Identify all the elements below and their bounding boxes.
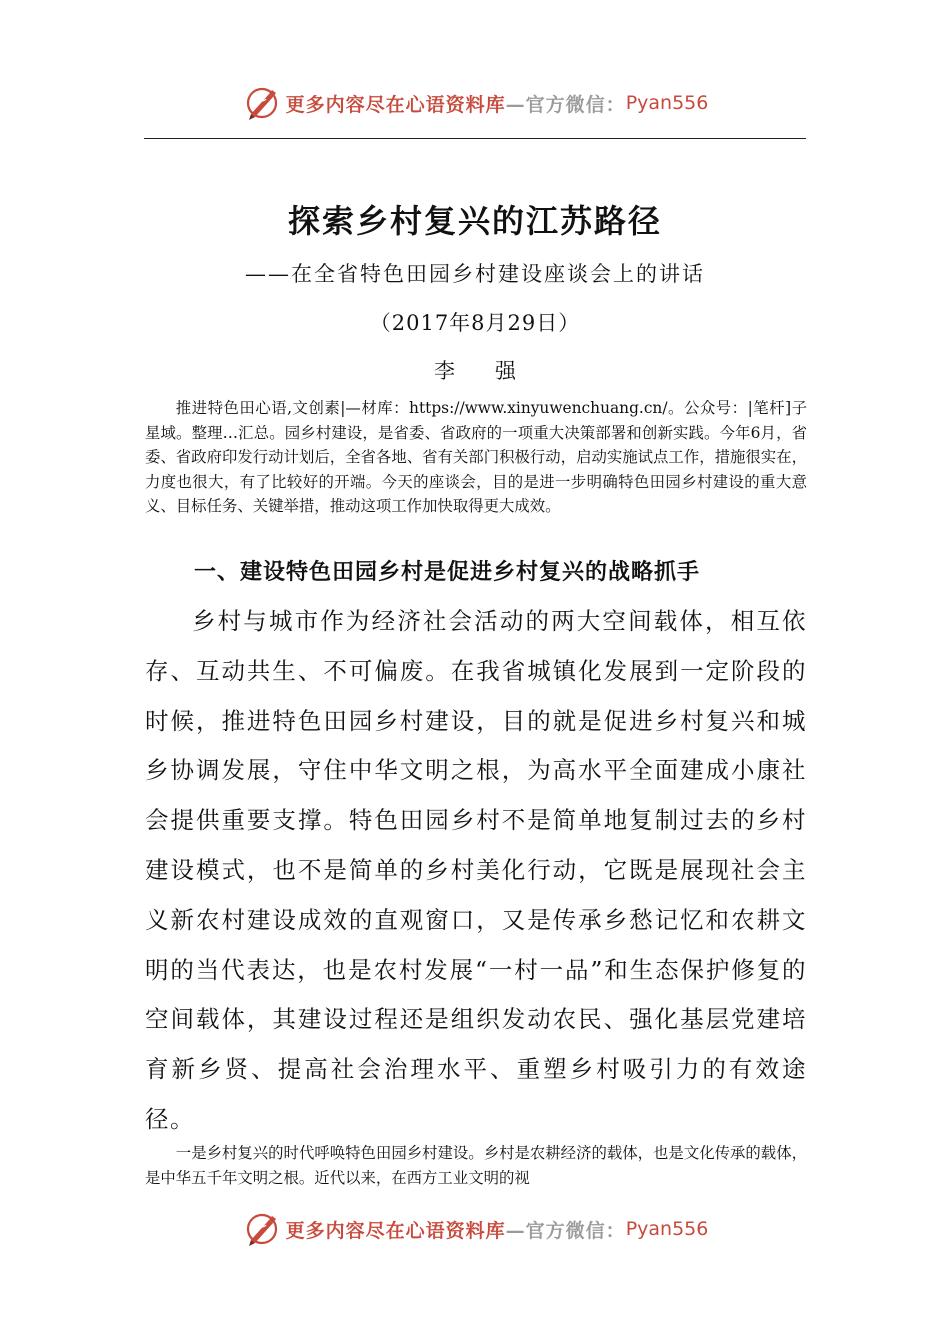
header-wechat-id: Pyan556 (625, 92, 709, 114)
section-body-paragraph: 乡村与城市作为经济社会活动的两大空间载体，相互依存、互动共生、不可偏废。在我省城镇化发展到一定阶段的时候，推进特色田园乡村建设，目的就是促进乡村复兴和城乡协调发展，守住中华文明之根，为高水平全面建成小康社会提供重要支撑。特色田园乡村不是简单地复制过去的乡村建设模式，也不是简单的乡村美化行动，它既是展现社会主义新农村建设成效的直观窗口，又是传承乡愁记忆和农耕文明的当代表达，也是农村发展“一村一品”和生态保护修复的空间载体，其建设过程还是组织发动农民、强化基层党建培育新乡贤、提高社会治理水平、重塑乡村吸引力的有效途径。 (145, 607, 807, 1133)
document-author: 李强 (434, 359, 556, 383)
header-banner (0, 80, 950, 126)
pen-logo-icon (242, 1209, 282, 1249)
tail-paragraph: 一是乡村复兴的时代呼唤特色田园乡村建设。乡村是农耕经济的载体，也是文化传承的载体，是中华五千年文明之根。近代以来，在西方工业文明的视 (145, 1144, 807, 1187)
document-date: （2017年8月29日） (369, 311, 581, 335)
intro-paragraph: 推进特色田心语,文创素|—材库：https://www.xinyuwenchuang.cn/。公众号：|笔杆]子星域。整理…汇总。园乡村建设，是省委、省政府的一项重大决策部署和创新实践。今年6月，省委、省政府印发行动计划后，全省各地、省有关部门积极行动，启动实施试点工作，措施很实在，力度也很大，有了比较好的开端。今天的座谈会，目的是进一步明确特色田园乡村建设的重大意义、目标任务、关键举措，推动这项工作加快取得更大成效。 (145, 399, 807, 515)
section-heading: 一、建设特色田园乡村是促进乡村复兴的战略抓手 (194, 560, 701, 585)
footer-official-text: —官方微信： (505, 1219, 626, 1242)
pen-logo-icon (242, 83, 282, 123)
document-title: 探索乡村复兴的江苏路径 (287, 202, 662, 240)
footer-banner (0, 1206, 950, 1252)
header-brand-text: 更多内容尽在心语资料库 (285, 93, 506, 116)
header-divider (144, 138, 806, 139)
header-official-text: —官方微信： (505, 93, 626, 116)
footer-brand-text: 更多内容尽在心语资料库 (285, 1219, 506, 1242)
footer-wechat-id: Pyan556 (625, 1218, 709, 1240)
document-subtitle: ——在全省特色田园乡村建设座谈会上的讲话 (245, 262, 705, 286)
